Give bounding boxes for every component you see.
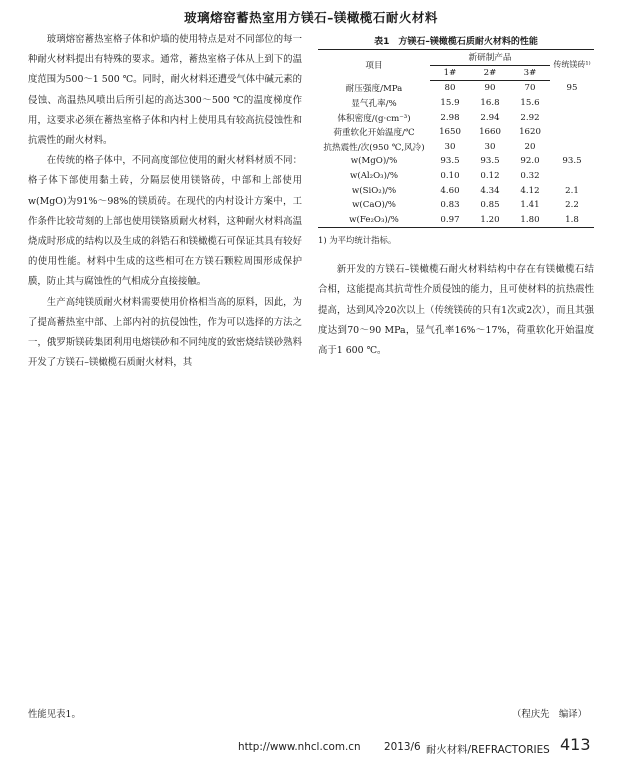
table-cell [550, 110, 594, 125]
table-cell: 0.10 [440, 171, 460, 182]
header-traditional: 传统镁砖¹⁾ [553, 60, 591, 70]
row-label: 显气孔率/% [351, 99, 397, 110]
table-cell [550, 140, 594, 155]
page-footer [238, 735, 598, 757]
table-cell [550, 125, 594, 140]
row-label: 抗热震性/次(950 ℃,风冷) [323, 142, 425, 153]
table-cell: 93.5 [440, 156, 460, 167]
table-cell: 90 [484, 83, 496, 94]
row-label: w(CaO)/% [352, 200, 396, 211]
table-cell: 0.83 [440, 200, 460, 211]
table-cell: 95 [566, 83, 578, 94]
header-col: 1# [430, 65, 470, 81]
table-cell: 92.0 [520, 156, 540, 167]
row-label: w(Al₂O₃)/% [349, 171, 398, 182]
table-cell: 1.20 [480, 214, 500, 225]
article-title: 玻璃熔窑蓄热室用方镁石–镁橄榄石耐火材料 [184, 10, 438, 25]
row-label: w(MgO)/% [350, 156, 398, 167]
table-cell: 0.85 [480, 200, 500, 211]
footer-url: http://www.nhcl.com.cn [238, 741, 361, 753]
row-label: 荷重软化开始温度/℃ [333, 128, 415, 139]
table-cell [550, 169, 594, 184]
table-cell: 1620 [519, 127, 541, 138]
table-row [318, 198, 594, 213]
table-cell: 80 [444, 83, 456, 94]
table-cell: 93.5 [480, 156, 500, 167]
footer-issue: 2013/6 [384, 741, 421, 753]
table-cell: 1660 [479, 127, 501, 138]
row-label: 体积密度/(g·cm⁻³) [337, 113, 411, 124]
table-row [318, 125, 594, 140]
paragraph: 玻璃熔窑蓄热室格子体和炉墙的使用特点是对不同部位的每一种耐火材料提出有特殊的要求。通常，蓄热室格子体从上到下的温度范围为500～1 500 ℃。同时，耐火材料还遭受气体中碱元素的侵蚀、高温热风喷出后所引起的高达300～500 ℃的温度梯度作用，这要求必须在蓄热室格子体和内村上使用具有较高抗侵蚀性和抗震性的耐火材料。 [28, 34, 302, 147]
header-item: 项目 [365, 61, 383, 72]
table-cell: 1.41 [520, 200, 540, 211]
footer-journal: 耐火材料/REFRACTORIES [426, 744, 550, 756]
table-row [318, 96, 594, 111]
table-cell: 30 [444, 141, 456, 152]
table-cell: 1650 [439, 127, 461, 138]
table-cell: 30 [484, 141, 496, 152]
table-cell: 16.8 [480, 98, 500, 109]
table-row [318, 213, 594, 228]
table-footnote: 1) 为平均统计指标。 [318, 235, 397, 246]
table-cell: 2.1 [565, 185, 579, 196]
table-row [318, 110, 594, 125]
table-cell: 0.12 [480, 171, 500, 182]
table-cell: 70 [524, 83, 536, 94]
paragraph: 生产高纯镁质耐火材料需要使用价格相当高的原料，因此，为了提高蓄热室中部、上部内衬的抗侵蚀性，作为可以选择的方法之一，俄罗斯镁砖集团利用电熔镁砂和不同纯度的致密烧结镁砂熟料开发了方镁石–镁橄榄石质耐火材料，其 [28, 296, 302, 369]
table-caption: 表1 方镁石–镁橄榄石质耐火材料的性能 [374, 37, 538, 47]
table-cell [550, 96, 594, 111]
performance-note: 性能见表1。 [28, 709, 81, 720]
right-column [318, 30, 594, 361]
table-row [318, 154, 594, 169]
table-cell: 20 [524, 141, 536, 152]
table-row [318, 140, 594, 155]
table-cell: 4.12 [520, 185, 540, 196]
page-number: 413 [560, 735, 591, 754]
properties-table [318, 49, 594, 228]
table-cell: 15.6 [520, 98, 540, 109]
table-cell: 0.97 [440, 214, 460, 225]
table-row [318, 169, 594, 184]
table-cell: 2.2 [565, 200, 579, 211]
table-cell: 1.80 [520, 214, 540, 225]
header-new-products: 新研制产品 [430, 50, 550, 66]
header-col: 2# [470, 65, 510, 81]
header-col: 3# [510, 65, 550, 81]
row-label: w(Fe₂O₃)/% [349, 214, 399, 225]
table-cell: 93.5 [562, 156, 582, 167]
table-cell: 4.60 [440, 185, 460, 196]
table-row [318, 183, 594, 198]
paragraph: 在传统的格子体中，不同高度部位使用的耐火材料材质不同：格子体下部使用黏土砖，分隔层使用镁铬砖，中部和上部使用w(MgO)为91%～98%的镁质砖。在现代的内村设计方案中，工作条件比较苛刻的上部也使用镁铬质耐火材料，这种耐火材料高温烧成时形成的结构以及生成的斜锆石和镁橄榄石可保证其具有较好的使用性能。材料中生成的这些相可在方镁石颗粒周围形成保护膜，防止其与腐蚀性的气相成分直接接触。 [28, 155, 302, 288]
table-cell: 4.34 [480, 185, 500, 196]
table-cell: 15.9 [440, 98, 460, 109]
table-cell: 2.98 [440, 112, 460, 123]
row-label: 耐压强度/MPa [345, 84, 403, 95]
left-column [28, 30, 302, 373]
table-cell: 0.32 [520, 171, 540, 182]
table-cell: 1.8 [565, 214, 579, 225]
translator-credit: （程庆先 编译） [512, 709, 588, 720]
table-cell: 2.94 [480, 112, 500, 123]
table-cell: 2.92 [520, 112, 540, 123]
paragraph: 新开发的方镁石–镁橄榄石耐火材料结构中存在有镁橄榄石结合相，这能提高其抗苛性介质侵蚀的能力，且可使材料的抗热震性提高，达到风冷20次以上（传统镁砖的只有1次或2次），而且其强度达到70～90 MPa，显气孔率16%～17%，荷重软化开始温度高于1 600 ℃。 [318, 264, 594, 356]
table-row [318, 81, 594, 96]
row-label: w(SiO₂)/% [351, 185, 397, 196]
